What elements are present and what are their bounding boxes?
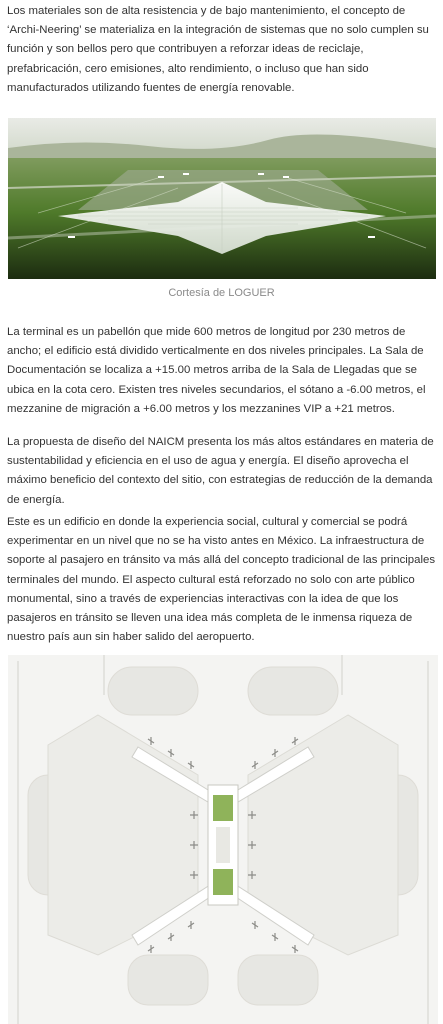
- terminal-site-plan-image: [8, 655, 438, 1024]
- article-paragraph: Los materiales son de alta resistencia y de bajo mantenimiento, el concepto de ‘Archi-Neering’ se materializa en la integración de sistemas que no solo cumplen su función y son bellos pero que contribuyen a reforzar ideas de reciclaje, prefabricación, cero emisiones, alto rendimiento, o incluso que han sido manufacturados utilizando fuentes de energía renovable.: [7, 5, 429, 94]
- article-paragraph: La propuesta de diseño del NAICM presenta los más altos estándares en materia de sustentabilidad y eficiencia en el uso de agua y energía. El diseño aprovecha el máximo beneficio del contexto del sitio, con estrategias de reducción de la demanda de energía.: [7, 436, 434, 506]
- image-caption: Cortesía de LOGUER: [168, 287, 275, 299]
- article-paragraph: La terminal es un pabellón que mide 600 metros de longitud por 230 metros de ancho; el edificio está dividido verticalmente en dos niveles principales. La Sala de Documentación se localiza a +15.00 metros arriba de la Sala de Llegadas que se ubica en la cota cero. Existen tres niveles secundarios, el sótano a -6.00 metros, el mezzanine de migración a +6.00 metros y los mezzanines VIP a +21 metros.: [7, 326, 426, 415]
- airport-aerial-render-image: [8, 118, 436, 279]
- article-paragraph: Este es un edificio en donde la experiencia social, cultural y comercial se podrá experimentar en un nivel que no se ha visto antes en México. La infraestructura de soporte al pasajero en tránsito va más allá del concepto tradicional de las principales terminales del mundo. El aspecto cultural está reforzado no solo con arte público monumental, sino a través de experiencias interactivas con la idea de que los pasajeros en tránsito se lleven una idea más completa de le inmensa riqueza de nuestro país aun sin haber salido del aeropuerto.: [7, 516, 436, 644]
